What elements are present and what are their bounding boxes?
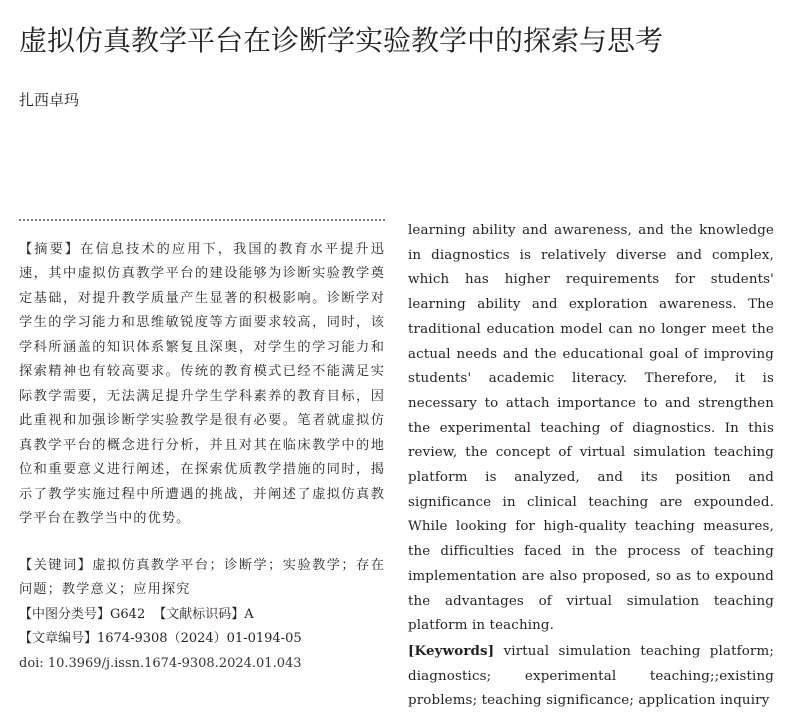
chinese-abstract-column <box>19 238 385 676</box>
keywords-en-label: [Keywords] <box>408 642 495 659</box>
classification-label: 【中图分类号】 <box>19 607 111 622</box>
doc-code-label: 【文献标识码】 <box>153 607 245 622</box>
doi-link[interactable]: doi: 10.3969/j.issn.1674-9308.2024.01.043 <box>19 655 302 671</box>
english-abstract-column <box>408 219 774 714</box>
classification-value: G642 <box>110 607 146 622</box>
article-number-value: 1674-9308（2024）01-0194-05 <box>97 631 302 647</box>
article-title: 虚拟仿真教学平台在诊断学实验教学中的探索与思考 <box>19 24 664 57</box>
keywords-zh-label: 【关键词】 <box>19 558 93 573</box>
abstract-zh-text: 在信息技术的应用下，我国的教育水平提升迅速，其中虚拟仿真教学平台的建设能够为诊断实验教学奠定基础，对提升教学质量产生显著的积极影响。诊断学对学生的学习能力和思维敏锐度等方面要求较高，同时，该学科所涵盖的知识体系繁复且深奥，对学生的学习能力和探索精神也有较高要求。传统的教育模式已经不能满足实际教学需要，无法满足提升学生学科素养的教育目标，因此重视和加强诊断学实验教学是很有必要。笔者就虚拟仿真教学平台的概念进行分析，并且对其在临床教学中的地位和重要意义进行阐述，在探索优质教学措施的同时，揭示了教学实施过程中所遭遇的挑战，并阐述了虚拟仿真教学平台在教学当中的优势。 <box>19 242 385 526</box>
abstract-zh <box>19 238 385 554</box>
article-number-line <box>19 627 385 651</box>
doc-code-value: A <box>244 607 254 622</box>
author-name: 扎西卓玛 <box>19 91 80 109</box>
abstract-en: learning ability and awareness, and the knowledge in diagnostics is relatively diverse and complex, which has higher requirements for students' learning ability and exploration awareness. The traditional education model can no longer meet the actual needs and the educational goal of improving students' academic literacy. Therefore, it is necessary to attach importance to and strengthen the experimental teaching of diagnostics. In this review, the concept of virtual simulation teaching platform is analyzed, and its position and significance in clinical teaching are expounded. While looking for high-quality teaching measures, the difficulties faced in the process of teaching implementation are also proposed, so as to expound the advantages of virtual simulation teaching platform in teaching. <box>408 223 774 634</box>
keywords-en-text: virtual simulation teaching platform; diagnostics; experimental teaching;;existing problems; teaching significance; application inquiry <box>408 643 774 709</box>
article-number-label: 【文章编号】 <box>19 631 98 647</box>
abstract-zh-label: 【摘要】 <box>19 242 81 257</box>
classification-line <box>19 603 385 627</box>
keywords-zh-text: 虚拟仿真教学平台；诊断学；实验教学；存在问题；教学意义；应用探究 <box>19 558 385 598</box>
keywords-en <box>408 639 774 714</box>
dotted-divider <box>19 219 385 221</box>
keywords-zh <box>19 554 385 603</box>
